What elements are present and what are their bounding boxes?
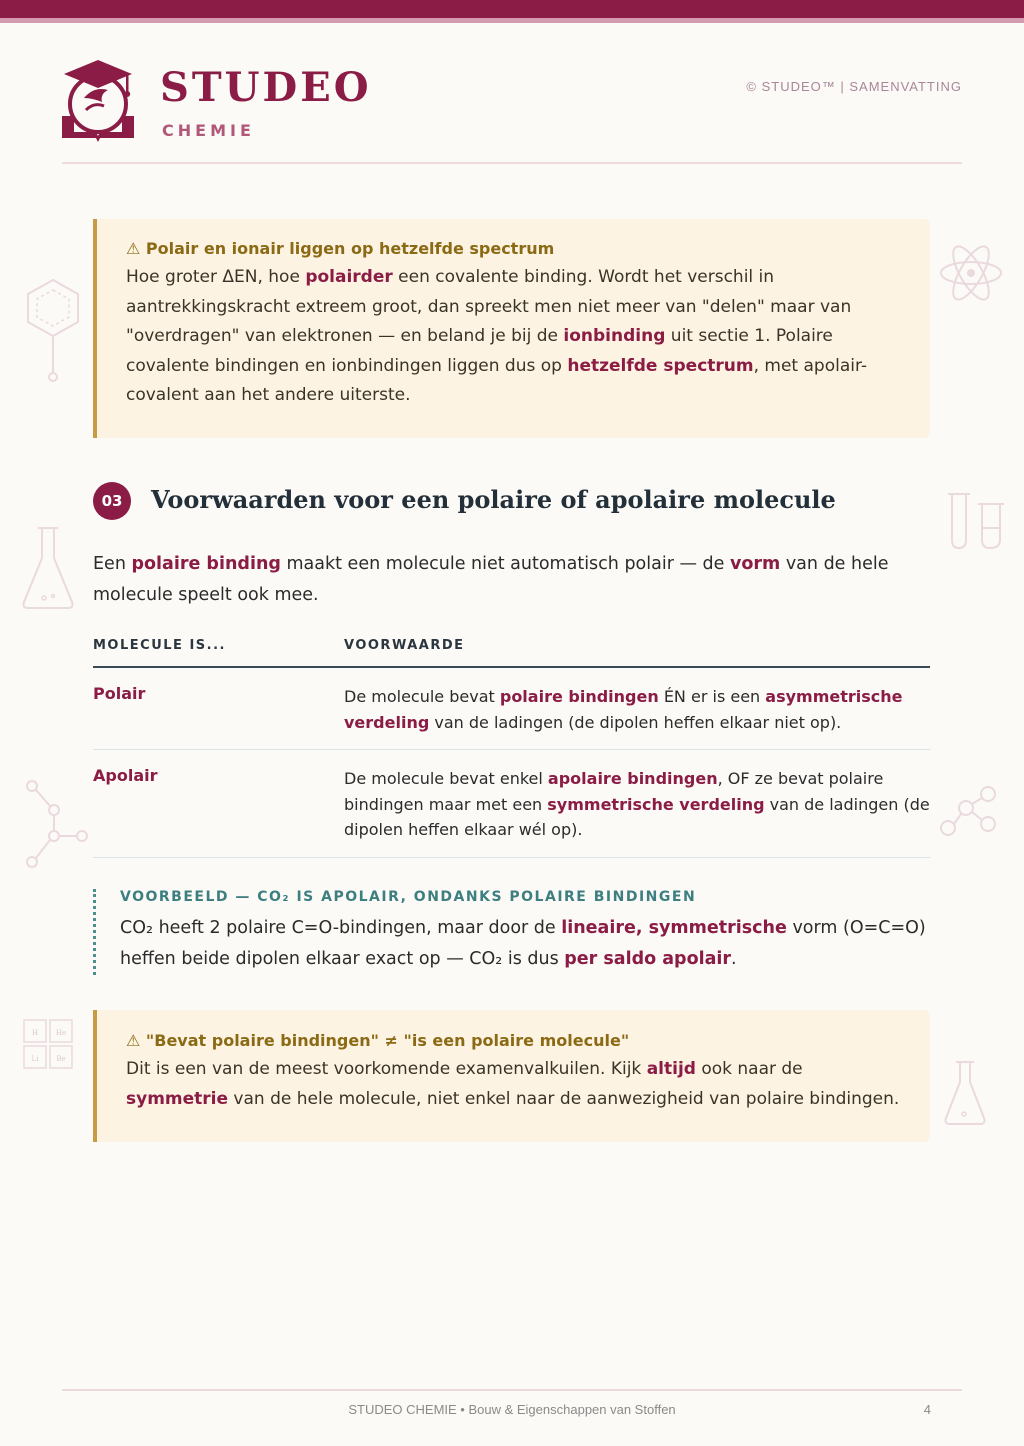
text-run: .: [731, 949, 737, 969]
row-label: Apolair: [93, 766, 158, 785]
example-body: [120, 913, 933, 975]
text-run: maakt een molecule niet automatisch polair — de: [280, 554, 730, 574]
periodic-table-icon: [22, 1018, 76, 1072]
row-label: Polair: [93, 684, 146, 703]
periodic-cell: He: [55, 1029, 67, 1037]
column-header: VOORWAARDE: [344, 638, 465, 653]
highlight: polaire bindingen: [499, 687, 659, 706]
share-molecule-icon: [936, 782, 1000, 844]
highlight: vorm: [729, 554, 781, 574]
highlight: hetzelfde spectrum: [567, 355, 754, 376]
table-header-row: [93, 634, 930, 668]
top-accent-stripe: [0, 18, 1024, 23]
text-run: een covalente binding. Wordt het verschil in aantrekkingskracht extreem groot, dan spreekt men niet meer van "delen" maar van "overdragen" van elektronen — en beland je bij de: [126, 267, 852, 346]
example-block: [93, 889, 933, 975]
hexagon-molecule-icon: [22, 276, 84, 384]
text-run: , OF ze bevat polaire bindingen maar met een: [344, 769, 884, 814]
callout-body: [126, 1055, 902, 1114]
text-run: Dit is een van de meest voorkomende examenvalkuilen. Kijk: [126, 1059, 647, 1079]
brand-name: STUDEO: [160, 64, 372, 111]
callout-title: ⚠ "Bevat polaire bindingen" ≠ "is een polaire molecule": [126, 1031, 630, 1050]
flask-icon: [20, 524, 76, 612]
header-divider: [62, 162, 962, 164]
page-number: 4: [923, 1402, 931, 1417]
highlight: symmetrische verdeling: [547, 794, 765, 814]
text-run: ook naar de: [695, 1059, 803, 1079]
callout-spectrum: [93, 219, 930, 438]
text-run: De molecule bevat: [344, 687, 500, 706]
text-run: uit sectie 1. Polaire covalente bindingen en ionbindingen liggen dus op: [126, 326, 833, 376]
callout-exam-pitfall: [93, 1010, 930, 1142]
brand-subtitle: CHEMIE: [162, 121, 255, 140]
text-run: van de ladingen (de dipolen heffen elkaar niet op).: [429, 712, 842, 732]
flask-icon: [942, 1058, 988, 1128]
text-run: van de hele molecule speelt ook mee.: [93, 554, 889, 605]
text-run: CO₂ heeft 2 polaire C=O-bindingen, maar door de: [120, 918, 562, 938]
highlight: ionbinding: [563, 326, 666, 346]
studeo-logo-icon: [60, 58, 136, 144]
text-run: Hoe groter ΔEN, hoe: [126, 267, 306, 287]
callout-title: ⚠ Polair en ionair liggen op hetzelfde spectrum: [126, 239, 555, 258]
text-run: , met apolair-covalent aan het andere uiterste.: [126, 355, 868, 405]
test-tubes-icon: [944, 492, 1008, 552]
highlight: lineaire, symmetrische: [561, 918, 787, 938]
highlight: apolaire bindingen: [547, 769, 718, 788]
highlight: asymmetrische verdeling: [344, 687, 903, 732]
footer-text: STUDEO CHEMIE • Bouw & Eigenschappen van Stoffen: [348, 1402, 676, 1417]
intro-paragraph: [93, 549, 923, 611]
section-number-badge: 03: [93, 482, 131, 520]
row-condition: [344, 766, 930, 857]
section-title: Voorwaarden voor een polaire of apolaire molecule: [151, 485, 836, 514]
periodic-cell: H: [31, 1029, 39, 1037]
column-header: MOLECULE IS...: [93, 638, 226, 653]
periodic-cell: Li: [31, 1055, 39, 1063]
text-run: Een: [93, 554, 132, 574]
table-row: [93, 750, 930, 858]
text-run: van de ladingen (de dipolen heffen elkaar wél op).: [344, 794, 930, 839]
conditions-table: [93, 634, 930, 858]
molecule-chain-icon: [22, 776, 92, 870]
footer-divider: [62, 1389, 962, 1391]
periodic-cell: Be: [56, 1055, 66, 1063]
highlight: per saldo apolair: [564, 949, 732, 969]
table-row: [93, 668, 930, 750]
highlight: polaire binding: [131, 554, 281, 574]
atom-icon: [938, 240, 1004, 306]
text-run: ÉN er is een: [658, 687, 766, 706]
row-condition: [344, 684, 930, 749]
text-run: van de hele molecule, niet enkel naar de aanwezigheid van polaire bindingen.: [228, 1088, 900, 1109]
text-run: De molecule bevat enkel: [344, 769, 548, 788]
top-accent-bar: [0, 0, 1024, 18]
text-run: vorm (O=C=O) heffen beide dipolen elkaar exact op — CO₂ is dus: [120, 918, 926, 969]
highlight: altijd: [646, 1059, 696, 1079]
copyright-label: © STUDEO™ | SAMENVATTING: [746, 79, 962, 94]
highlight: polairder: [305, 267, 393, 287]
example-title: VOORBEELD — CO₂ IS APOLAIR, ONDANKS POLAIRE BINDINGEN: [120, 889, 697, 905]
callout-body: [126, 263, 902, 411]
highlight: symmetrie: [126, 1088, 229, 1109]
